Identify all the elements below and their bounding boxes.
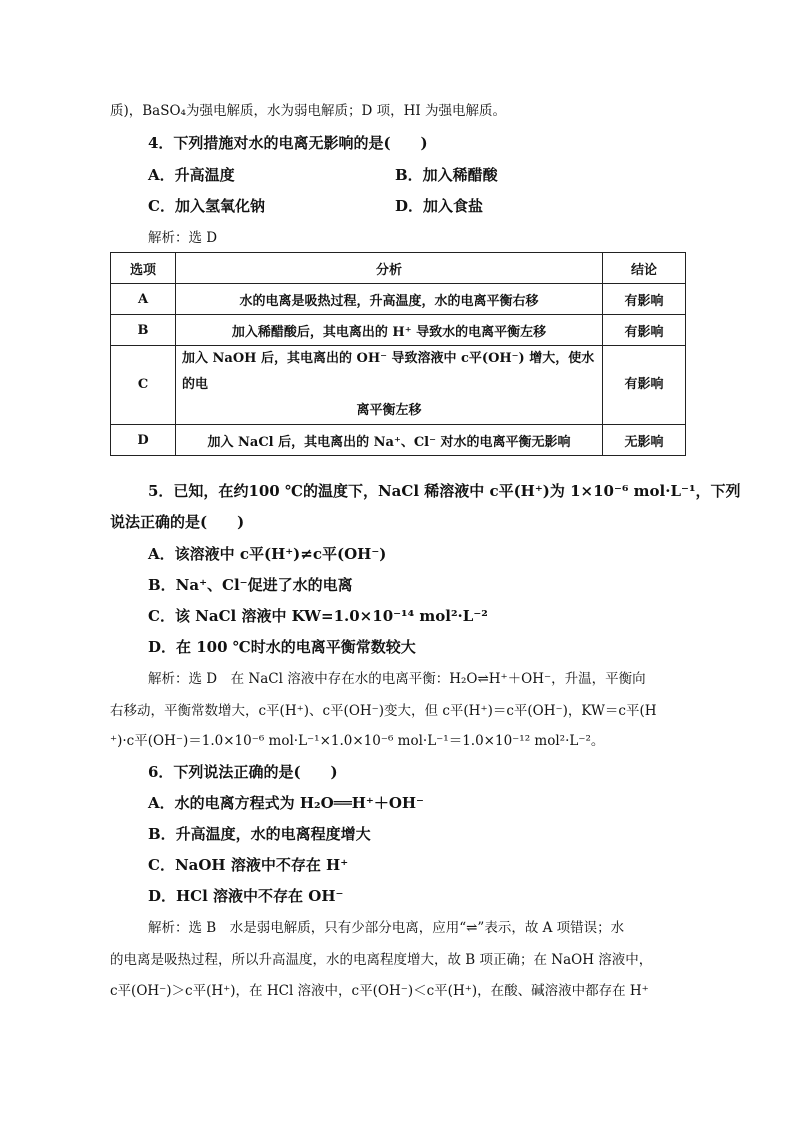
table-row bbox=[111, 315, 686, 346]
table-header-option: 选项 bbox=[111, 253, 176, 284]
q5-option-a: A．该溶液中 c平(H⁺)≠c平(OH⁻) bbox=[148, 545, 387, 563]
q4-analysis-table bbox=[110, 252, 686, 456]
table-cell-analysis: 加入 NaCl 后，其电离出的 Na⁺、Cl⁻ 对水的电离平衡无影响 bbox=[176, 425, 603, 456]
q5-option-b: B．Na⁺、Cl⁻促进了水的电离 bbox=[148, 576, 353, 594]
q6-stem: 6．下列说法正确的是( ) bbox=[148, 763, 338, 781]
table-cell-analysis: 加入稀醋酸后，其电离出的 H⁺ 导致水的电离平衡左移 bbox=[176, 315, 603, 346]
q4-option-d: D．加入食盐 bbox=[395, 197, 484, 215]
table-cell-analysis-line1: 加入 NaOH 后，其电离出的 OH⁻ 导致溶液中 c平(OH⁻) 增大，使水的电 bbox=[182, 351, 595, 392]
q4-option-b: B．加入稀醋酸 bbox=[395, 166, 498, 184]
q6-option-b: B．升高温度，水的电离程度增大 bbox=[148, 825, 371, 843]
q5-answer-line1: 解析：选 D 在 NaCl 溶液中存在水的电离平衡：H₂O⇌H⁺＋OH⁻，升温，平衡向 bbox=[148, 671, 646, 687]
q5-answer-line3: ⁺)·c平(OH⁻)＝1.0×10⁻⁶ mol·L⁻¹×1.0×10⁻⁶ mol·L⁻¹＝1.0×10⁻¹² mol²·L⁻²。 bbox=[110, 733, 605, 749]
q6-answer-line3: c平(OH⁻)＞c平(H⁺)，在 HCl 溶液中，c平(OH⁻)＜c平(H⁺)，在酸、碱溶液中都存在 H⁺ bbox=[110, 983, 649, 999]
table-row bbox=[111, 284, 686, 315]
q6-option-d: D．HCl 溶液中不存在 OH⁻ bbox=[148, 887, 344, 905]
table-cell-analysis bbox=[176, 346, 603, 425]
table-cell-result: 无影响 bbox=[603, 425, 686, 456]
q6-answer-line2: 的电离是吸热过程，所以升高温度，水的电离程度增大，故 B 项正确；在 NaOH 溶液中， bbox=[110, 952, 653, 968]
table-row bbox=[111, 346, 686, 425]
table-cell-option: C bbox=[111, 346, 176, 425]
previous-answer-tail: 质)，BaSO₄为强电解质，水为弱电解质；D 项，HI 为强电解质。 bbox=[110, 103, 506, 119]
q5-option-d: D．在 100 ℃时水的电离平衡常数较大 bbox=[148, 638, 416, 656]
q6-option-a: A．水的电离方程式为 H₂O══H⁺＋OH⁻ bbox=[148, 794, 424, 812]
q5-stem-line2: 说法正确的是( ) bbox=[110, 513, 245, 531]
q6-answer-line1: 解析：选 B 水是弱电解质，只有少部分电离，应用“⇌”表示，故 A 项错误；水 bbox=[148, 920, 625, 936]
table-header-result: 结论 bbox=[603, 253, 686, 284]
q6-option-c: C．NaOH 溶液中不存在 H⁺ bbox=[148, 856, 349, 874]
table-cell-analysis-line2: 离平衡左移 bbox=[356, 403, 422, 418]
q5-answer-line2: 右移动，平衡常数增大，c平(H⁺)、c平(OH⁻)变大，但 c平(H⁺)＝c平(OH⁻)，KW＝c平(H bbox=[110, 703, 657, 719]
table-row bbox=[111, 425, 686, 456]
table-cell-analysis: 水的电离是吸热过程，升高温度，水的电离平衡右移 bbox=[176, 284, 603, 315]
table-cell-option: D bbox=[111, 425, 176, 456]
q4-stem: 4．下列措施对水的电离无影响的是( ) bbox=[148, 134, 428, 152]
q4-option-a: A．升高温度 bbox=[148, 166, 235, 184]
q5-stem-line1: 5．已知，在约100 ℃的温度下，NaCl 稀溶液中 c平(H⁺)为 1×10⁻⁶ mol·L⁻¹，下列 bbox=[148, 482, 741, 500]
table-cell-result: 有影响 bbox=[603, 346, 686, 425]
q4-answer: 解析：选 D bbox=[148, 230, 218, 246]
q5-option-c: C．该 NaCl 溶液中 KW=1.0×10⁻¹⁴ mol²·L⁻² bbox=[148, 607, 488, 625]
table-cell-result: 有影响 bbox=[603, 315, 686, 346]
q4-option-c: C．加入氢氧化钠 bbox=[148, 197, 265, 215]
table-header-analysis: 分析 bbox=[176, 253, 603, 284]
table-cell-result: 有影响 bbox=[603, 284, 686, 315]
table-cell-option: A bbox=[111, 284, 176, 315]
table-cell-option: B bbox=[111, 315, 176, 346]
table-header-row bbox=[111, 253, 686, 284]
